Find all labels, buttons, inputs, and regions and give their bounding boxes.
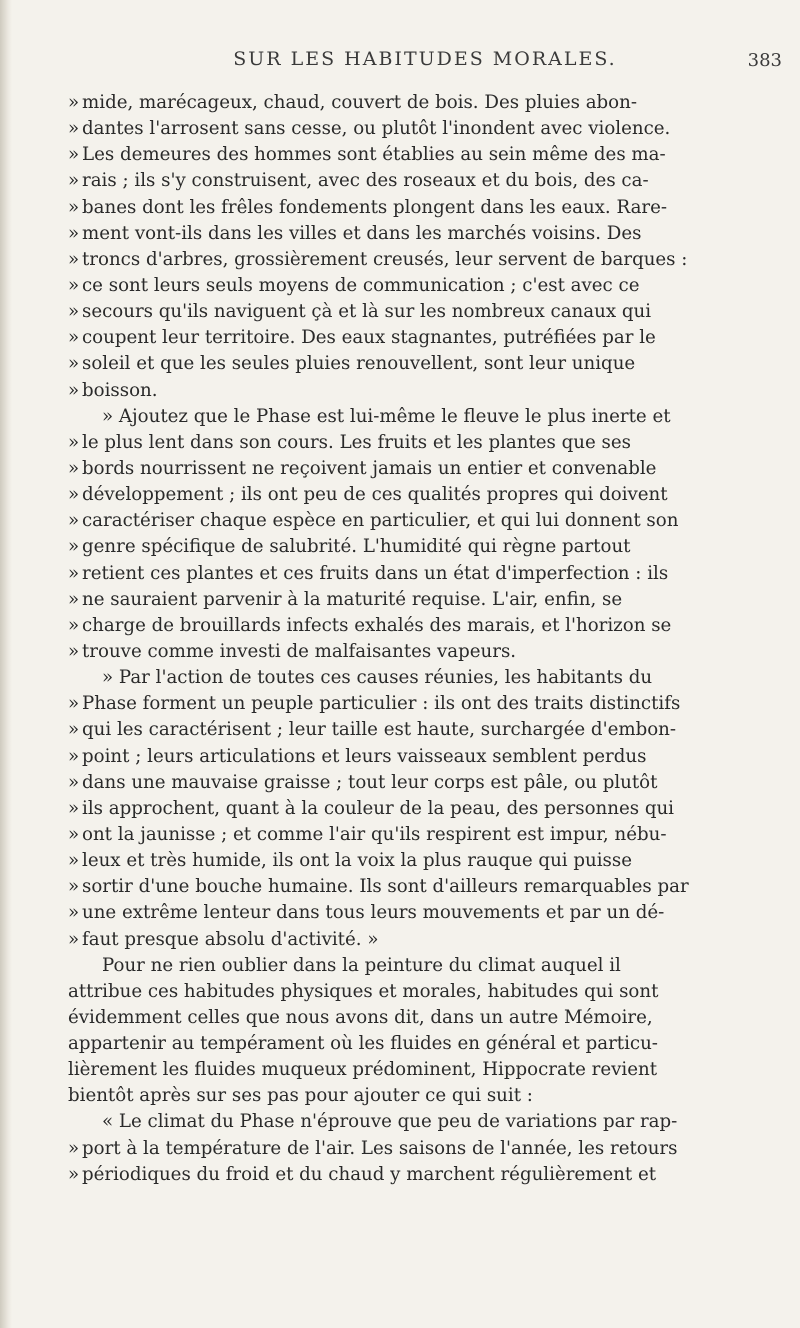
line-text: genre spécifique de salubrité. L'humidité qui règne partout: [82, 536, 631, 558]
quote-mark: »: [68, 771, 80, 793]
line-text: faut presque absolu d'activité. »: [82, 928, 379, 950]
line-text: retient ces plantes et ces fruits dans un état d'imperfection : ils: [82, 562, 669, 584]
text-line: [68, 116, 782, 142]
text-line: [68, 796, 782, 822]
text-line: [68, 1083, 782, 1109]
text-line: [68, 142, 782, 168]
text-line: [68, 1057, 782, 1083]
text-line: [68, 325, 782, 351]
text-line: [68, 717, 782, 743]
line-text: rais ; ils s'y construisent, avec des roseaux et du bois, des ca-: [82, 170, 649, 192]
line-text: » Par l'action de toutes ces causes réunies, les habitants du: [102, 667, 653, 689]
line-text: appartenir au tempérament où les fluides en général et particu-: [68, 1033, 658, 1055]
quote-mark: »: [68, 248, 80, 270]
quote-mark: »: [68, 92, 80, 113]
text-line: [68, 456, 782, 482]
quote-mark: »: [68, 876, 80, 898]
text-line: [68, 299, 782, 325]
line-text: attribue ces habitudes physiques et morales, habitudes qui sont: [68, 980, 659, 1002]
text-line: [68, 482, 782, 508]
line-text: point ; leurs articulations et leurs vaisseaux semblent perdus: [82, 745, 647, 767]
line-text: bientôt après sur ses pas pour ajouter ce qui suit :: [68, 1085, 533, 1107]
text-line: [68, 561, 782, 587]
body-text: [68, 90, 782, 1188]
text-line: [68, 1136, 782, 1162]
line-text: ne sauraient parvenir à la maturité requise. L'air, enfin, se: [82, 588, 623, 610]
text-line: [68, 221, 782, 247]
text-line: [68, 691, 782, 717]
text-line: [68, 404, 782, 430]
line-text: Les demeures des hommes sont établies au sein même des ma-: [82, 144, 666, 166]
line-text: trouve comme investi de malfaisantes vapeurs.: [82, 640, 517, 662]
line-text: dans une mauvaise graisse ; tout leur corps est pâle, ou plutôt: [82, 771, 658, 793]
text-line: [68, 430, 782, 456]
page-edge-shadow: [0, 0, 12, 1328]
text-line: [68, 770, 782, 796]
quote-mark: »: [68, 1137, 80, 1159]
text-line: [68, 1005, 782, 1031]
line-text: soleil et que les seules pluies renouvellent, sont leur unique: [82, 353, 636, 375]
text-line: [68, 90, 782, 116]
page-number: 383: [747, 50, 782, 71]
quote-mark: »: [68, 196, 80, 218]
line-text: périodiques du froid et du chaud y marchent régulièrement et: [82, 1163, 657, 1185]
quote-mark: »: [68, 1163, 80, 1185]
quote-mark: »: [68, 457, 80, 479]
line-text: « Le climat du Phase n'éprouve que peu de variations par rap-: [102, 1111, 678, 1133]
text-line: [68, 534, 782, 560]
page-header: [68, 44, 782, 90]
line-text: leux et très humide, ils ont la voix la plus rauque qui puisse: [82, 850, 632, 872]
text-line: [68, 822, 782, 848]
line-text: une extrême lenteur dans tous leurs mouvements et par un dé-: [82, 902, 665, 924]
line-text: bords nourrissent ne reçoivent jamais un entier et convenable: [82, 457, 657, 479]
text-line: [68, 927, 782, 953]
text-line: [68, 195, 782, 221]
quote-mark: »: [68, 928, 80, 950]
text-line: [68, 639, 782, 665]
text-line: [68, 168, 782, 194]
line-text: caractériser chaque espèce en particulier, et qui lui donnent son: [82, 510, 679, 532]
quote-mark: »: [68, 640, 80, 662]
quote-mark: »: [68, 745, 80, 767]
quote-mark: »: [68, 823, 80, 845]
text-line: [68, 378, 782, 404]
line-text: ce sont leurs seuls moyens de communication ; c'est avec ce: [82, 274, 640, 296]
quote-mark: »: [68, 850, 80, 872]
line-text: Pour ne rien oublier dans la peinture du climat auquel il: [102, 954, 621, 976]
quote-mark: »: [68, 797, 80, 819]
quote-mark: »: [68, 536, 80, 558]
quote-mark: »: [68, 222, 80, 244]
line-text: ils approchent, quant à la couleur de la peau, des personnes qui: [82, 797, 674, 819]
quote-mark: »: [68, 902, 80, 924]
quote-mark: »: [68, 274, 80, 296]
line-text: » Ajoutez que le Phase est lui-même le fleuve le plus inerte et: [102, 405, 671, 427]
text-line: [68, 953, 782, 979]
line-text: évidemment celles que nous avons dit, dans un autre Mémoire,: [68, 1006, 653, 1028]
line-text: mide, marécageux, chaud, couvert de bois. Des pluies abon-: [82, 92, 637, 113]
line-text: secours qu'ils naviguent çà et là sur les nombreux canaux qui: [82, 301, 652, 323]
line-text: troncs d'arbres, grossièrement creusés, leur servent de barques :: [82, 248, 688, 270]
line-text: le plus lent dans son cours. Les fruits et les plantes que ses: [82, 431, 631, 453]
quote-mark: »: [68, 431, 80, 453]
text-line: [68, 1162, 782, 1188]
quote-mark: »: [68, 118, 80, 140]
text-line: [68, 744, 782, 770]
running-title: SUR LES HABITUDES MORALES.: [233, 48, 617, 70]
text-line: [68, 247, 782, 273]
text-line: [68, 351, 782, 377]
text-line: [68, 900, 782, 926]
quote-mark: »: [68, 510, 80, 532]
text-line: [68, 508, 782, 534]
line-text: sortir d'une bouche humaine. Ils sont d'ailleurs remarquables par: [82, 876, 689, 898]
line-text: banes dont les frêles fondements plongent dans les eaux. Rare-: [82, 196, 668, 218]
text-line: [68, 1031, 782, 1057]
line-text: boisson.: [82, 379, 158, 401]
book-page: [68, 44, 782, 1188]
line-text: ont la jaunisse ; et comme l'air qu'ils respirent est impur, nébu-: [82, 823, 667, 845]
line-text: coupent leur territoire. Des eaux stagnantes, putréfiées par le: [82, 327, 656, 349]
text-line: [68, 848, 782, 874]
text-line: [68, 613, 782, 639]
text-line: [68, 273, 782, 299]
text-line: [68, 1109, 782, 1135]
line-text: développement ; ils ont peu de ces qualités propres qui doivent: [82, 484, 668, 506]
quote-mark: »: [68, 719, 80, 741]
quote-mark: »: [68, 301, 80, 323]
line-text: qui les caractérisent ; leur taille est haute, surchargée d'embon-: [82, 719, 677, 741]
quote-mark: »: [68, 170, 80, 192]
text-line: [68, 665, 782, 691]
quote-mark: »: [68, 614, 80, 636]
line-text: charge de brouillards infects exhalés des marais, et l'horizon se: [82, 614, 672, 636]
quote-mark: »: [68, 693, 80, 715]
quote-mark: »: [68, 327, 80, 349]
quote-mark: »: [68, 353, 80, 375]
quote-mark: »: [68, 144, 80, 166]
line-text: port à la température de l'air. Les saisons de l'année, les retours: [82, 1137, 678, 1159]
text-line: [68, 874, 782, 900]
quote-mark: »: [68, 562, 80, 584]
line-text: ment vont-ils dans les villes et dans les marchés voisins. Des: [82, 222, 642, 244]
line-text: dantes l'arrosent sans cesse, ou plutôt l'inondent avec violence.: [82, 118, 671, 140]
quote-mark: »: [68, 588, 80, 610]
line-text: Phase forment un peuple particulier : ils ont des traits distinctifs: [82, 693, 681, 715]
line-text: lièrement les fluides muqueux prédominent, Hippocrate revient: [68, 1059, 658, 1081]
text-line: [68, 979, 782, 1005]
quote-mark: »: [68, 484, 80, 506]
text-line: [68, 587, 782, 613]
quote-mark: »: [68, 379, 80, 401]
